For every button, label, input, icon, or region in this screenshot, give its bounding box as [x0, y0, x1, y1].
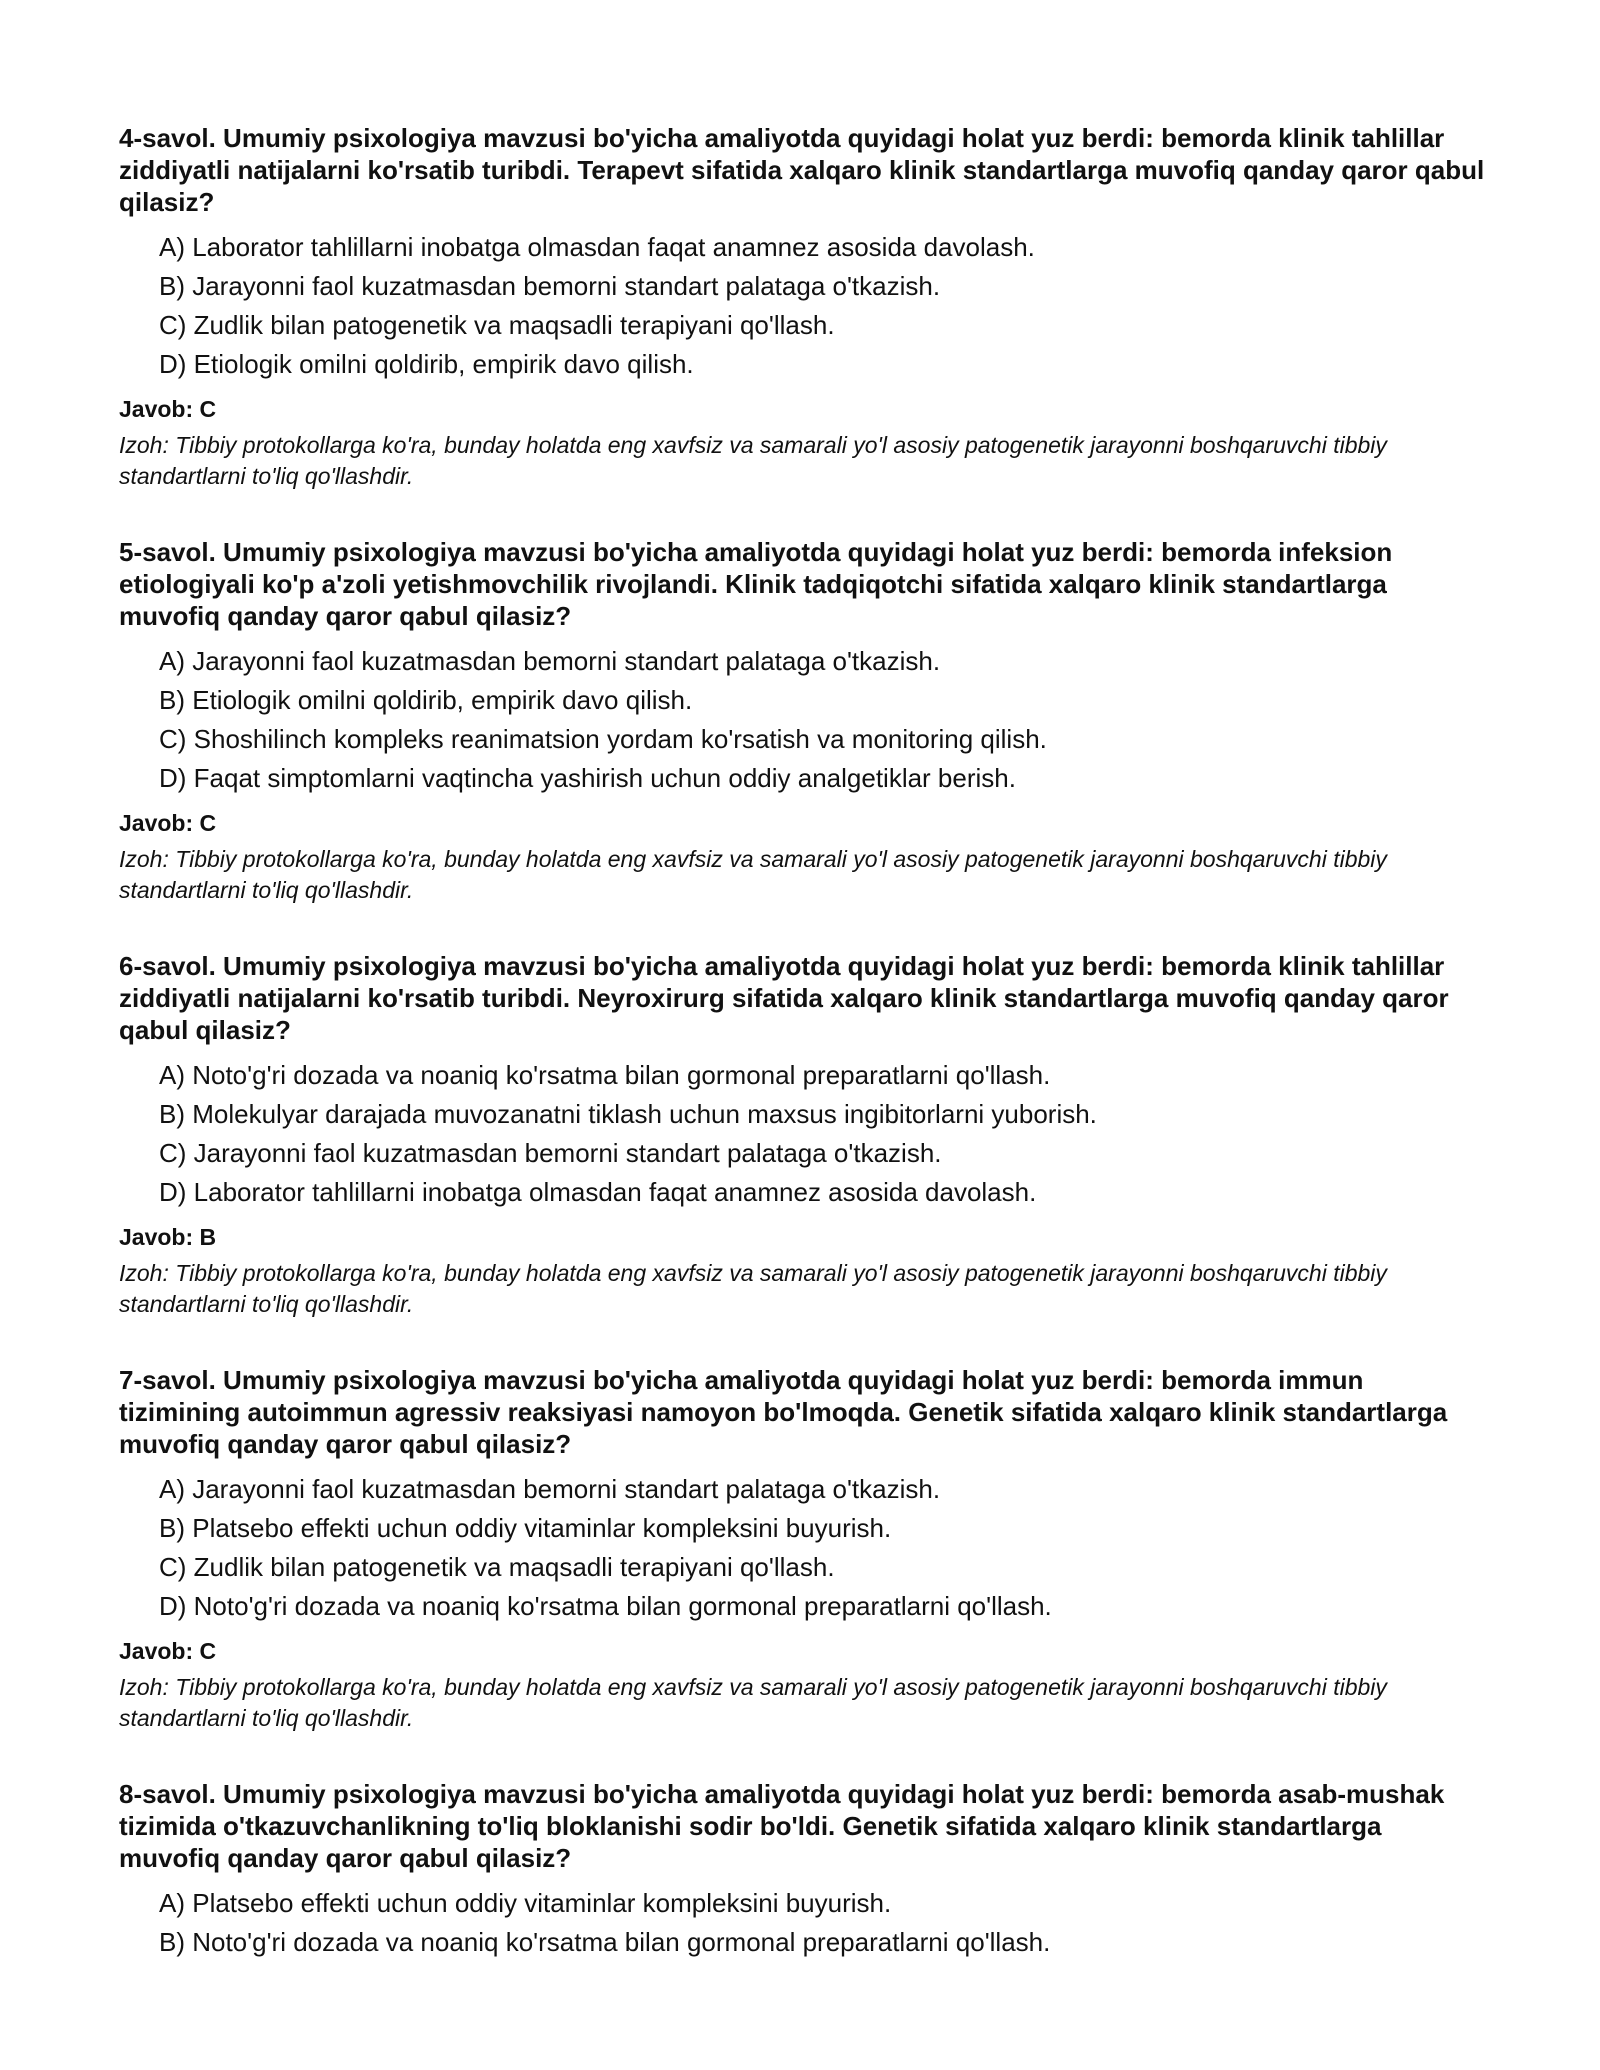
option-b: B) Jarayonni faol kuzatmasdan bemorni standart palataga o'tkazish. — [159, 271, 941, 301]
options-list — [119, 1056, 1489, 1212]
options-list — [119, 1470, 1489, 1626]
question-text: 6-savol. Umumiy psixologiya mavzusi bo'yicha amaliyotda quyidagi holat yuz berdi: bemorda klinik tahlillar ziddiyatli natijalarni ko'rsatib turibdi. Neyroxirurg sifatida xalqaro klinik standartlarga muvofiq qanday qaror qabul qilasiz? — [119, 951, 1449, 1045]
option-b: B) Molekulyar darajada muvozanatni tiklash uchun maxsus ingibitorlarni yuborish. — [159, 1099, 1097, 1129]
option-b: B) Etiologik omilni qoldirib, empirik davo qilish. — [159, 685, 693, 715]
answer-letter: C — [199, 396, 217, 422]
option-c: C) Shoshilinch kompleks reanimatsion yordam ko'rsatish va monitoring qilish. — [159, 724, 1047, 754]
answer-line — [119, 394, 1489, 424]
options-list — [119, 228, 1489, 384]
question-text: 5-savol. Umumiy psixologiya mavzusi bo'yicha amaliyotda quyidagi holat yuz berdi: bemorda infeksion etiologiyali ko'p a'zoli yetishmovchilik rivojlandi. Klinik tadqiqotchi sifatida xalqaro klinik standartlarga muvofiq qanday qaror qabul qilasiz? — [119, 537, 1393, 631]
answer-letter: C — [199, 810, 217, 836]
answer-label: Javob: — [119, 1638, 194, 1664]
explanation-text: Izoh: Tibbiy protokollarga ko'ra, bunday holatda eng xavfsiz va samarali yo'l asosiy patogenetik jarayonni boshqaruvchi tibbiy standartlarni to'liq qo'llashdir. — [119, 1260, 1387, 1317]
option-d: D) Etiologik omilni qoldirib, empirik davo qilish. — [159, 349, 694, 379]
explanation-text: Izoh: Tibbiy protokollarga ko'ra, bunday holatda eng xavfsiz va samarali yo'l asosiy patogenetik jarayonni boshqaruvchi tibbiy standartlarni to'liq qo'llashdir. — [119, 846, 1387, 903]
question-block — [119, 122, 1489, 492]
question-block — [119, 1364, 1489, 1734]
option-c: C) Zudlik bilan patogenetik va maqsadli terapiyani qo'llash. — [159, 1552, 835, 1582]
option-d: D) Faqat simptomlarni vaqtincha yashirish uchun oddiy analgetiklar berish. — [159, 763, 1016, 793]
answer-letter: C — [199, 1638, 217, 1664]
question-text: 8-savol. Umumiy psixologiya mavzusi bo'yicha amaliyotda quyidagi holat yuz berdi: bemorda asab-mushak tizimida o'tkazuvchanlikning to'liq bloklanishi sodir bo'ldi. Genetik sifatida xalqaro klinik standartlarga muvofiq qanday qaror qabul qilasiz? — [119, 1779, 1445, 1873]
option-c: C) Zudlik bilan patogenetik va maqsadli terapiyani qo'llash. — [159, 310, 835, 340]
question-block — [119, 950, 1489, 1320]
document-page — [119, 122, 1489, 2006]
question-block — [119, 1778, 1489, 1962]
answer-line — [119, 1222, 1489, 1252]
options-list — [119, 1884, 1489, 1962]
question-block — [119, 536, 1489, 906]
question-text: 4-savol. Umumiy psixologiya mavzusi bo'yicha amaliyotda quyidagi holat yuz berdi: bemorda klinik tahlillar ziddiyatli natijalarni ko'rsatib turibdi. Terapevt sifatida xalqaro klinik standartlarga muvofiq qanday qaror qabul qilasiz? — [119, 123, 1485, 217]
option-a: A) Laborator tahlillarni inobatga olmasdan faqat anamnez asosida davolash. — [159, 232, 1035, 262]
answer-label: Javob: — [119, 396, 194, 422]
option-a: A) Jarayonni faol kuzatmasdan bemorni standart palataga o'tkazish. — [159, 1474, 941, 1504]
explanation-text: Izoh: Tibbiy protokollarga ko'ra, bunday holatda eng xavfsiz va samarali yo'l asosiy patogenetik jarayonni boshqaruvchi tibbiy standartlarni to'liq qo'llashdir. — [119, 432, 1387, 489]
option-d: D) Laborator tahlillarni inobatga olmasdan faqat anamnez asosida davolash. — [159, 1177, 1037, 1207]
answer-line — [119, 808, 1489, 838]
answer-label: Javob: — [119, 810, 194, 836]
explanation-text: Izoh: Tibbiy protokollarga ko'ra, bunday holatda eng xavfsiz va samarali yo'l asosiy patogenetik jarayonni boshqaruvchi tibbiy standartlarni to'liq qo'llashdir. — [119, 1674, 1387, 1731]
answer-letter: B — [199, 1224, 217, 1250]
question-text: 7-savol. Umumiy psixologiya mavzusi bo'yicha amaliyotda quyidagi holat yuz berdi: bemorda immun tizimining autoimmun agressiv reaksiyasi namoyon bo'lmoqda. Genetik sifatida xalqaro klinik standartlarga muvofiq qanday qaror qabul qilasiz? — [119, 1365, 1448, 1459]
answer-line — [119, 1636, 1489, 1666]
options-list — [119, 642, 1489, 798]
option-b: B) Noto'g'ri dozada va noaniq ko'rsatma bilan gormonal preparatlarni qo'llash. — [159, 1927, 1051, 1957]
option-b: B) Platsebo effekti uchun oddiy vitaminlar kompleksini buyurish. — [159, 1513, 892, 1543]
option-a: A) Platsebo effekti uchun oddiy vitaminlar kompleksini buyurish. — [159, 1888, 892, 1918]
option-a: A) Jarayonni faol kuzatmasdan bemorni standart palataga o'tkazish. — [159, 646, 941, 676]
option-a: A) Noto'g'ri dozada va noaniq ko'rsatma bilan gormonal preparatlarni qo'llash. — [159, 1060, 1051, 1090]
answer-label: Javob: — [119, 1224, 194, 1250]
option-c: C) Jarayonni faol kuzatmasdan bemorni standart palataga o'tkazish. — [159, 1138, 942, 1168]
option-d: D) Noto'g'ri dozada va noaniq ko'rsatma bilan gormonal preparatlarni qo'llash. — [159, 1591, 1052, 1621]
